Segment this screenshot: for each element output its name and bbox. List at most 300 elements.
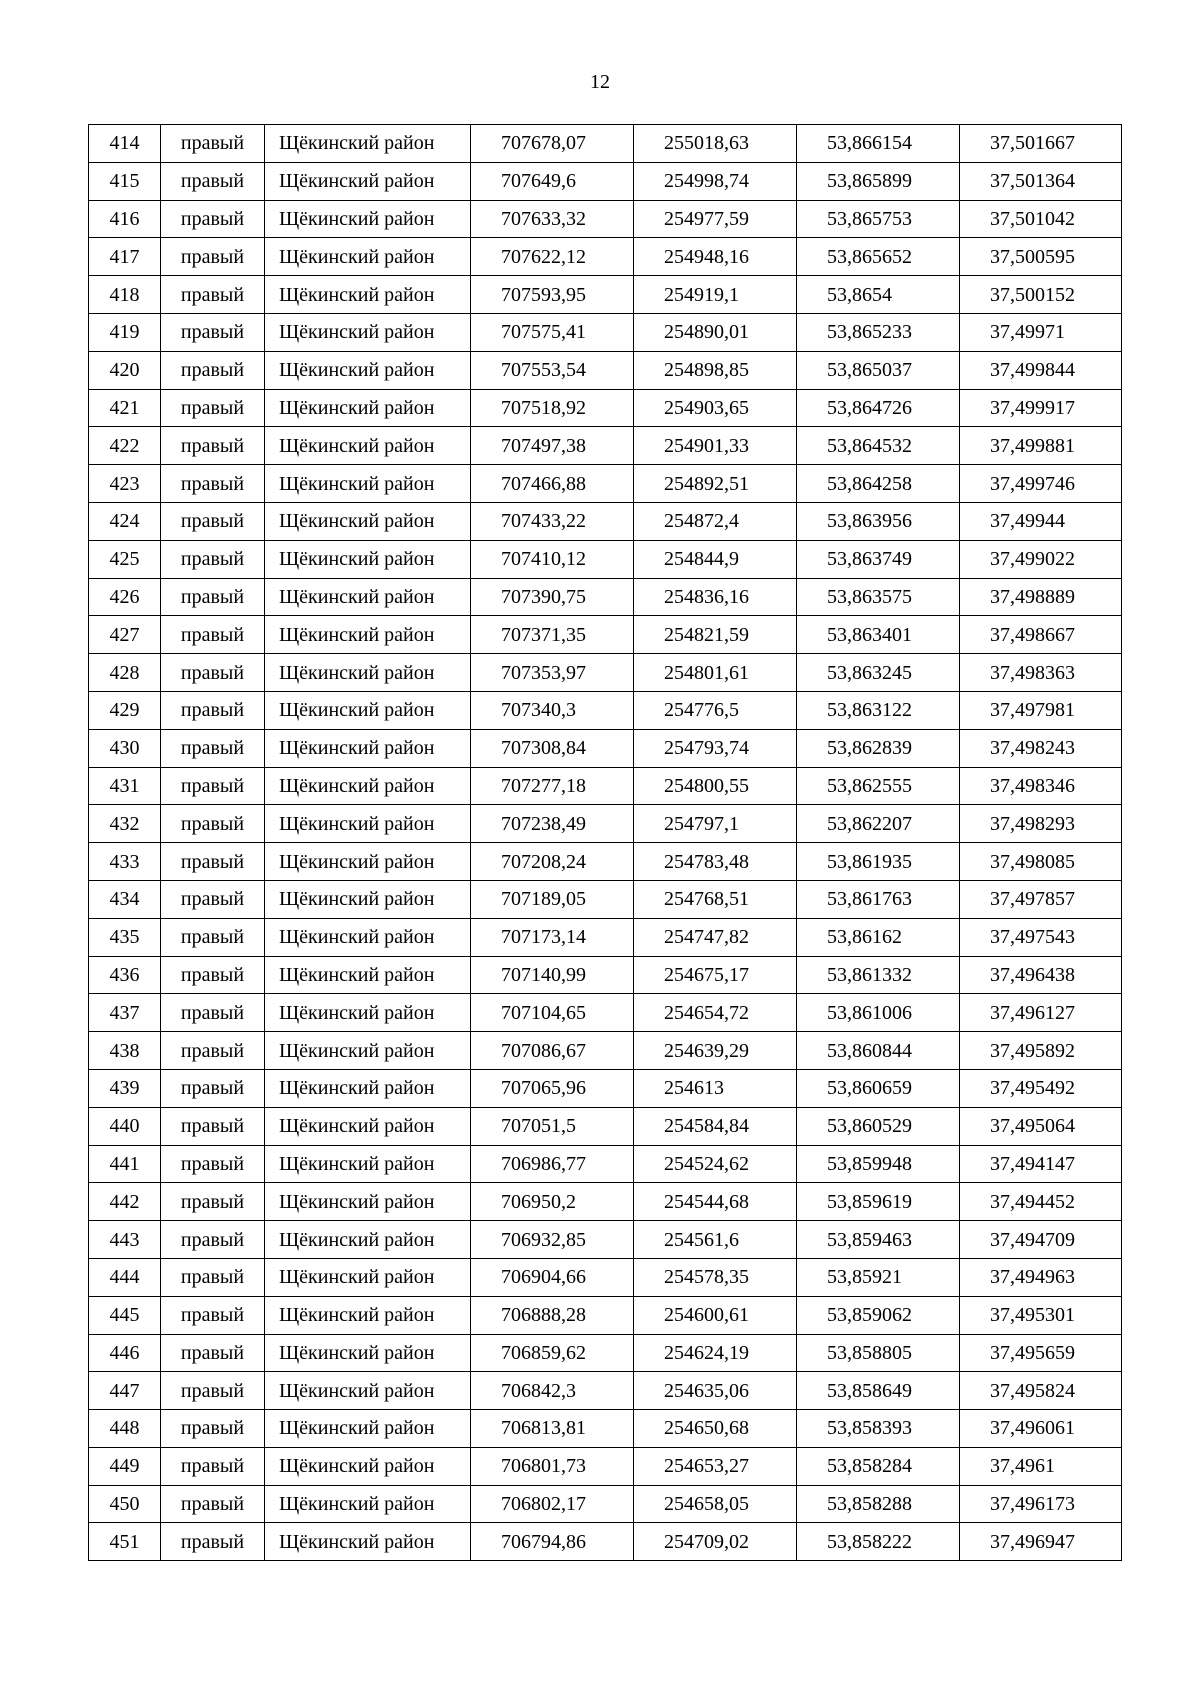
district-cell: Щёкинский район <box>265 427 471 465</box>
coord-y-cell: 254919,1 <box>634 276 797 314</box>
longitude-cell: 37,498667 <box>960 616 1122 654</box>
longitude-cell: 37,4961 <box>960 1447 1122 1485</box>
latitude-cell: 53,861332 <box>797 956 960 994</box>
coord-y-cell: 254613 <box>634 1069 797 1107</box>
point-number-cell: 435 <box>89 918 161 956</box>
latitude-cell: 53,864258 <box>797 465 960 503</box>
coord-x-cell: 707340,3 <box>471 691 634 729</box>
table-row <box>89 918 1122 956</box>
longitude-cell: 37,498293 <box>960 805 1122 843</box>
latitude-cell: 53,858222 <box>797 1523 960 1561</box>
bank-side-cell: правый <box>161 200 265 238</box>
district-cell: Щёкинский район <box>265 1334 471 1372</box>
latitude-cell: 53,866154 <box>797 125 960 163</box>
coord-x-cell: 707353,97 <box>471 654 634 692</box>
point-number-cell: 446 <box>89 1334 161 1372</box>
district-cell: Щёкинский район <box>265 843 471 881</box>
bank-side-cell: правый <box>161 1334 265 1372</box>
table-row <box>89 843 1122 881</box>
longitude-cell: 37,499844 <box>960 351 1122 389</box>
coord-x-cell: 707371,35 <box>471 616 634 654</box>
bank-side-cell: правый <box>161 1069 265 1107</box>
latitude-cell: 53,862839 <box>797 729 960 767</box>
coord-x-cell: 707277,18 <box>471 767 634 805</box>
coord-y-cell: 254836,16 <box>634 578 797 616</box>
coord-y-cell: 254903,65 <box>634 389 797 427</box>
district-cell: Щёкинский район <box>265 162 471 200</box>
point-number-cell: 443 <box>89 1221 161 1259</box>
latitude-cell: 53,858393 <box>797 1410 960 1448</box>
longitude-cell: 37,497543 <box>960 918 1122 956</box>
coord-x-cell: 707633,32 <box>471 200 634 238</box>
table-row <box>89 1032 1122 1070</box>
coord-x-cell: 707466,88 <box>471 465 634 503</box>
table-row <box>89 465 1122 503</box>
district-cell: Щёкинский район <box>265 1410 471 1448</box>
point-number-cell: 425 <box>89 540 161 578</box>
latitude-cell: 53,859062 <box>797 1296 960 1334</box>
coord-x-cell: 706794,86 <box>471 1523 634 1561</box>
latitude-cell: 53,860844 <box>797 1032 960 1070</box>
coord-x-cell: 707104,65 <box>471 994 634 1032</box>
point-number-cell: 417 <box>89 238 161 276</box>
coord-y-cell: 254747,82 <box>634 918 797 956</box>
district-cell: Щёкинский район <box>265 1069 471 1107</box>
bank-side-cell: правый <box>161 880 265 918</box>
point-number-cell: 444 <box>89 1258 161 1296</box>
district-cell: Щёкинский район <box>265 276 471 314</box>
district-cell: Щёкинский район <box>265 465 471 503</box>
point-number-cell: 421 <box>89 389 161 427</box>
longitude-cell: 37,494709 <box>960 1221 1122 1259</box>
coord-x-cell: 707238,49 <box>471 805 634 843</box>
coord-y-cell: 254901,33 <box>634 427 797 465</box>
table-row <box>89 805 1122 843</box>
latitude-cell: 53,864726 <box>797 389 960 427</box>
point-number-cell: 450 <box>89 1485 161 1523</box>
latitude-cell: 53,859619 <box>797 1183 960 1221</box>
point-number-cell: 422 <box>89 427 161 465</box>
longitude-cell: 37,497857 <box>960 880 1122 918</box>
bank-side-cell: правый <box>161 502 265 540</box>
coord-x-cell: 707140,99 <box>471 956 634 994</box>
longitude-cell: 37,495824 <box>960 1372 1122 1410</box>
coord-x-cell: 707433,22 <box>471 502 634 540</box>
coord-y-cell: 254844,9 <box>634 540 797 578</box>
bank-side-cell: правый <box>161 1107 265 1145</box>
bank-side-cell: правый <box>161 1296 265 1334</box>
bank-side-cell: правый <box>161 1372 265 1410</box>
point-number-cell: 424 <box>89 502 161 540</box>
longitude-cell: 37,498085 <box>960 843 1122 881</box>
table-row <box>89 162 1122 200</box>
point-number-cell: 441 <box>89 1145 161 1183</box>
district-cell: Щёкинский район <box>265 1221 471 1259</box>
district-cell: Щёкинский район <box>265 994 471 1032</box>
district-cell: Щёкинский район <box>265 1032 471 1070</box>
coord-x-cell: 707575,41 <box>471 313 634 351</box>
district-cell: Щёкинский район <box>265 1145 471 1183</box>
coord-x-cell: 706950,2 <box>471 1183 634 1221</box>
latitude-cell: 53,863401 <box>797 616 960 654</box>
latitude-cell: 53,864532 <box>797 427 960 465</box>
coord-y-cell: 254675,17 <box>634 956 797 994</box>
coord-y-cell: 254653,27 <box>634 1447 797 1485</box>
bank-side-cell: правый <box>161 125 265 163</box>
point-number-cell: 451 <box>89 1523 161 1561</box>
latitude-cell: 53,861006 <box>797 994 960 1032</box>
longitude-cell: 37,500595 <box>960 238 1122 276</box>
coord-y-cell: 254977,59 <box>634 200 797 238</box>
district-cell: Щёкинский район <box>265 238 471 276</box>
latitude-cell: 53,858805 <box>797 1334 960 1372</box>
bank-side-cell: правый <box>161 994 265 1032</box>
point-number-cell: 428 <box>89 654 161 692</box>
coord-y-cell: 254793,74 <box>634 729 797 767</box>
latitude-cell: 53,859948 <box>797 1145 960 1183</box>
longitude-cell: 37,499746 <box>960 465 1122 503</box>
coord-y-cell: 254797,1 <box>634 805 797 843</box>
point-number-cell: 449 <box>89 1447 161 1485</box>
bank-side-cell: правый <box>161 956 265 994</box>
point-number-cell: 419 <box>89 313 161 351</box>
table-row <box>89 1221 1122 1259</box>
table-row <box>89 956 1122 994</box>
longitude-cell: 37,494963 <box>960 1258 1122 1296</box>
coord-y-cell: 254872,4 <box>634 502 797 540</box>
coord-y-cell: 254600,61 <box>634 1296 797 1334</box>
bank-side-cell: правый <box>161 540 265 578</box>
bank-side-cell: правый <box>161 1183 265 1221</box>
point-number-cell: 440 <box>89 1107 161 1145</box>
latitude-cell: 53,863956 <box>797 502 960 540</box>
coord-x-cell: 706888,28 <box>471 1296 634 1334</box>
table-row <box>89 200 1122 238</box>
coord-x-cell: 707497,38 <box>471 427 634 465</box>
coord-x-cell: 707649,6 <box>471 162 634 200</box>
coord-y-cell: 254801,61 <box>634 654 797 692</box>
coord-y-cell: 254898,85 <box>634 351 797 389</box>
longitude-cell: 37,496061 <box>960 1410 1122 1448</box>
coord-x-cell: 707553,54 <box>471 351 634 389</box>
coord-x-cell: 706813,81 <box>471 1410 634 1448</box>
coord-x-cell: 707390,75 <box>471 578 634 616</box>
point-number-cell: 430 <box>89 729 161 767</box>
latitude-cell: 53,860659 <box>797 1069 960 1107</box>
table-row <box>89 1523 1122 1561</box>
longitude-cell: 37,494147 <box>960 1145 1122 1183</box>
point-number-cell: 416 <box>89 200 161 238</box>
coord-x-cell: 707622,12 <box>471 238 634 276</box>
table-row <box>89 767 1122 805</box>
table-row <box>89 1485 1122 1523</box>
district-cell: Щёкинский район <box>265 1372 471 1410</box>
latitude-cell: 53,863245 <box>797 654 960 692</box>
district-cell: Щёкинский район <box>265 654 471 692</box>
point-number-cell: 415 <box>89 162 161 200</box>
coord-y-cell: 254654,72 <box>634 994 797 1032</box>
longitude-cell: 37,500152 <box>960 276 1122 314</box>
latitude-cell: 53,85921 <box>797 1258 960 1296</box>
point-number-cell: 445 <box>89 1296 161 1334</box>
longitude-cell: 37,501667 <box>960 125 1122 163</box>
coord-x-cell: 706986,77 <box>471 1145 634 1183</box>
district-cell: Щёкинский район <box>265 1523 471 1561</box>
district-cell: Щёкинский район <box>265 1296 471 1334</box>
table-row <box>89 616 1122 654</box>
coord-y-cell: 254821,59 <box>634 616 797 654</box>
table-row <box>89 1410 1122 1448</box>
coord-x-cell: 706859,62 <box>471 1334 634 1372</box>
point-number-cell: 433 <box>89 843 161 881</box>
table-row <box>89 1296 1122 1334</box>
district-cell: Щёкинский район <box>265 729 471 767</box>
coord-y-cell: 254800,55 <box>634 767 797 805</box>
coord-x-cell: 707086,67 <box>471 1032 634 1070</box>
coord-x-cell: 707173,14 <box>471 918 634 956</box>
bank-side-cell: правый <box>161 729 265 767</box>
point-number-cell: 414 <box>89 125 161 163</box>
bank-side-cell: правый <box>161 843 265 881</box>
district-cell: Щёкинский район <box>265 1485 471 1523</box>
district-cell: Щёкинский район <box>265 1258 471 1296</box>
point-number-cell: 423 <box>89 465 161 503</box>
longitude-cell: 37,497981 <box>960 691 1122 729</box>
point-number-cell: 429 <box>89 691 161 729</box>
coord-y-cell: 254998,74 <box>634 162 797 200</box>
longitude-cell: 37,495492 <box>960 1069 1122 1107</box>
point-number-cell: 436 <box>89 956 161 994</box>
district-cell: Щёкинский район <box>265 502 471 540</box>
longitude-cell: 37,498889 <box>960 578 1122 616</box>
district-cell: Щёкинский район <box>265 616 471 654</box>
bank-side-cell: правый <box>161 351 265 389</box>
latitude-cell: 53,865899 <box>797 162 960 200</box>
longitude-cell: 37,496438 <box>960 956 1122 994</box>
longitude-cell: 37,496173 <box>960 1485 1122 1523</box>
bank-side-cell: правый <box>161 805 265 843</box>
district-cell: Щёкинский район <box>265 200 471 238</box>
coord-x-cell: 707518,92 <box>471 389 634 427</box>
coordinates-table <box>88 124 1122 1561</box>
coord-x-cell: 707208,24 <box>471 843 634 881</box>
coord-y-cell: 254624,19 <box>634 1334 797 1372</box>
longitude-cell: 37,49971 <box>960 313 1122 351</box>
district-cell: Щёкинский район <box>265 767 471 805</box>
point-number-cell: 427 <box>89 616 161 654</box>
longitude-cell: 37,49944 <box>960 502 1122 540</box>
coord-y-cell: 254783,48 <box>634 843 797 881</box>
point-number-cell: 448 <box>89 1410 161 1448</box>
table-row <box>89 654 1122 692</box>
coord-x-cell: 707065,96 <box>471 1069 634 1107</box>
longitude-cell: 37,498346 <box>960 767 1122 805</box>
bank-side-cell: правый <box>161 1221 265 1259</box>
latitude-cell: 53,862207 <box>797 805 960 843</box>
table-row <box>89 994 1122 1032</box>
coord-y-cell: 254948,16 <box>634 238 797 276</box>
point-number-cell: 447 <box>89 1372 161 1410</box>
point-number-cell: 418 <box>89 276 161 314</box>
coord-x-cell: 707678,07 <box>471 125 634 163</box>
longitude-cell: 37,495892 <box>960 1032 1122 1070</box>
table-row <box>89 880 1122 918</box>
coord-x-cell: 706932,85 <box>471 1221 634 1259</box>
table-row <box>89 1258 1122 1296</box>
district-cell: Щёкинский район <box>265 1447 471 1485</box>
district-cell: Щёкинский район <box>265 125 471 163</box>
table-row <box>89 125 1122 163</box>
point-number-cell: 432 <box>89 805 161 843</box>
coord-y-cell: 254584,84 <box>634 1107 797 1145</box>
coord-x-cell: 707189,05 <box>471 880 634 918</box>
longitude-cell: 37,494452 <box>960 1183 1122 1221</box>
table-row <box>89 1447 1122 1485</box>
bank-side-cell: правый <box>161 616 265 654</box>
table-row <box>89 1183 1122 1221</box>
bank-side-cell: правый <box>161 691 265 729</box>
bank-side-cell: правый <box>161 465 265 503</box>
page-number: 12 <box>590 71 610 93</box>
table-row <box>89 1145 1122 1183</box>
district-cell: Щёкинский район <box>265 805 471 843</box>
latitude-cell: 53,863122 <box>797 691 960 729</box>
latitude-cell: 53,865233 <box>797 313 960 351</box>
latitude-cell: 53,862555 <box>797 767 960 805</box>
coord-y-cell: 254544,68 <box>634 1183 797 1221</box>
district-cell: Щёкинский район <box>265 351 471 389</box>
coord-x-cell: 706801,73 <box>471 1447 634 1485</box>
point-number-cell: 438 <box>89 1032 161 1070</box>
coord-y-cell: 254658,05 <box>634 1485 797 1523</box>
longitude-cell: 37,495064 <box>960 1107 1122 1145</box>
district-cell: Щёкинский район <box>265 578 471 616</box>
bank-side-cell: правый <box>161 767 265 805</box>
coord-y-cell: 254650,68 <box>634 1410 797 1448</box>
longitude-cell: 37,499881 <box>960 427 1122 465</box>
table-row <box>89 276 1122 314</box>
bank-side-cell: правый <box>161 1447 265 1485</box>
district-cell: Щёкинский район <box>265 956 471 994</box>
longitude-cell: 37,498243 <box>960 729 1122 767</box>
coord-y-cell: 255018,63 <box>634 125 797 163</box>
table-row <box>89 351 1122 389</box>
point-number-cell: 442 <box>89 1183 161 1221</box>
table-row <box>89 1107 1122 1145</box>
latitude-cell: 53,863575 <box>797 578 960 616</box>
coord-x-cell: 706842,3 <box>471 1372 634 1410</box>
bank-side-cell: правый <box>161 389 265 427</box>
table-row <box>89 502 1122 540</box>
coord-y-cell: 254578,35 <box>634 1258 797 1296</box>
coord-y-cell: 254776,5 <box>634 691 797 729</box>
bank-side-cell: правый <box>161 313 265 351</box>
table-body <box>89 125 1122 1561</box>
table-row <box>89 1334 1122 1372</box>
table-row <box>89 1069 1122 1107</box>
bank-side-cell: правый <box>161 427 265 465</box>
table-row <box>89 1372 1122 1410</box>
bank-side-cell: правый <box>161 918 265 956</box>
longitude-cell: 37,496127 <box>960 994 1122 1032</box>
district-cell: Щёкинский район <box>265 691 471 729</box>
bank-side-cell: правый <box>161 1523 265 1561</box>
table-row <box>89 238 1122 276</box>
coord-y-cell: 254890,01 <box>634 313 797 351</box>
table-row <box>89 313 1122 351</box>
longitude-cell: 37,501364 <box>960 162 1122 200</box>
district-cell: Щёкинский район <box>265 313 471 351</box>
bank-side-cell: правый <box>161 162 265 200</box>
coord-x-cell: 707051,5 <box>471 1107 634 1145</box>
table-row <box>89 427 1122 465</box>
longitude-cell: 37,495301 <box>960 1296 1122 1334</box>
bank-side-cell: правый <box>161 654 265 692</box>
latitude-cell: 53,860529 <box>797 1107 960 1145</box>
latitude-cell: 53,86162 <box>797 918 960 956</box>
coord-x-cell: 706802,17 <box>471 1485 634 1523</box>
table-row <box>89 540 1122 578</box>
coord-x-cell: 707593,95 <box>471 276 634 314</box>
latitude-cell: 53,859463 <box>797 1221 960 1259</box>
district-cell: Щёкинский район <box>265 389 471 427</box>
district-cell: Щёкинский район <box>265 880 471 918</box>
point-number-cell: 437 <box>89 994 161 1032</box>
latitude-cell: 53,861763 <box>797 880 960 918</box>
longitude-cell: 37,501042 <box>960 200 1122 238</box>
bank-side-cell: правый <box>161 1258 265 1296</box>
latitude-cell: 53,865037 <box>797 351 960 389</box>
coord-x-cell: 707410,12 <box>471 540 634 578</box>
longitude-cell: 37,495659 <box>960 1334 1122 1372</box>
point-number-cell: 420 <box>89 351 161 389</box>
coord-x-cell: 706904,66 <box>471 1258 634 1296</box>
bank-side-cell: правый <box>161 1410 265 1448</box>
coord-x-cell: 707308,84 <box>471 729 634 767</box>
point-number-cell: 431 <box>89 767 161 805</box>
coord-y-cell: 254709,02 <box>634 1523 797 1561</box>
district-cell: Щёкинский район <box>265 1183 471 1221</box>
longitude-cell: 37,499022 <box>960 540 1122 578</box>
longitude-cell: 37,499917 <box>960 389 1122 427</box>
coord-y-cell: 254524,62 <box>634 1145 797 1183</box>
bank-side-cell: правый <box>161 238 265 276</box>
coord-y-cell: 254768,51 <box>634 880 797 918</box>
bank-side-cell: правый <box>161 1032 265 1070</box>
bank-side-cell: правый <box>161 1145 265 1183</box>
coord-y-cell: 254639,29 <box>634 1032 797 1070</box>
latitude-cell: 53,865753 <box>797 200 960 238</box>
bank-side-cell: правый <box>161 1485 265 1523</box>
bank-side-cell: правый <box>161 276 265 314</box>
point-number-cell: 434 <box>89 880 161 918</box>
longitude-cell: 37,496947 <box>960 1523 1122 1561</box>
point-number-cell: 439 <box>89 1069 161 1107</box>
coord-y-cell: 254892,51 <box>634 465 797 503</box>
table-row <box>89 691 1122 729</box>
latitude-cell: 53,863749 <box>797 540 960 578</box>
bank-side-cell: правый <box>161 578 265 616</box>
coord-y-cell: 254561,6 <box>634 1221 797 1259</box>
district-cell: Щёкинский район <box>265 1107 471 1145</box>
longitude-cell: 37,498363 <box>960 654 1122 692</box>
coord-y-cell: 254635,06 <box>634 1372 797 1410</box>
district-cell: Щёкинский район <box>265 540 471 578</box>
table-row <box>89 389 1122 427</box>
table-row <box>89 729 1122 767</box>
latitude-cell: 53,858284 <box>797 1447 960 1485</box>
latitude-cell: 53,865652 <box>797 238 960 276</box>
